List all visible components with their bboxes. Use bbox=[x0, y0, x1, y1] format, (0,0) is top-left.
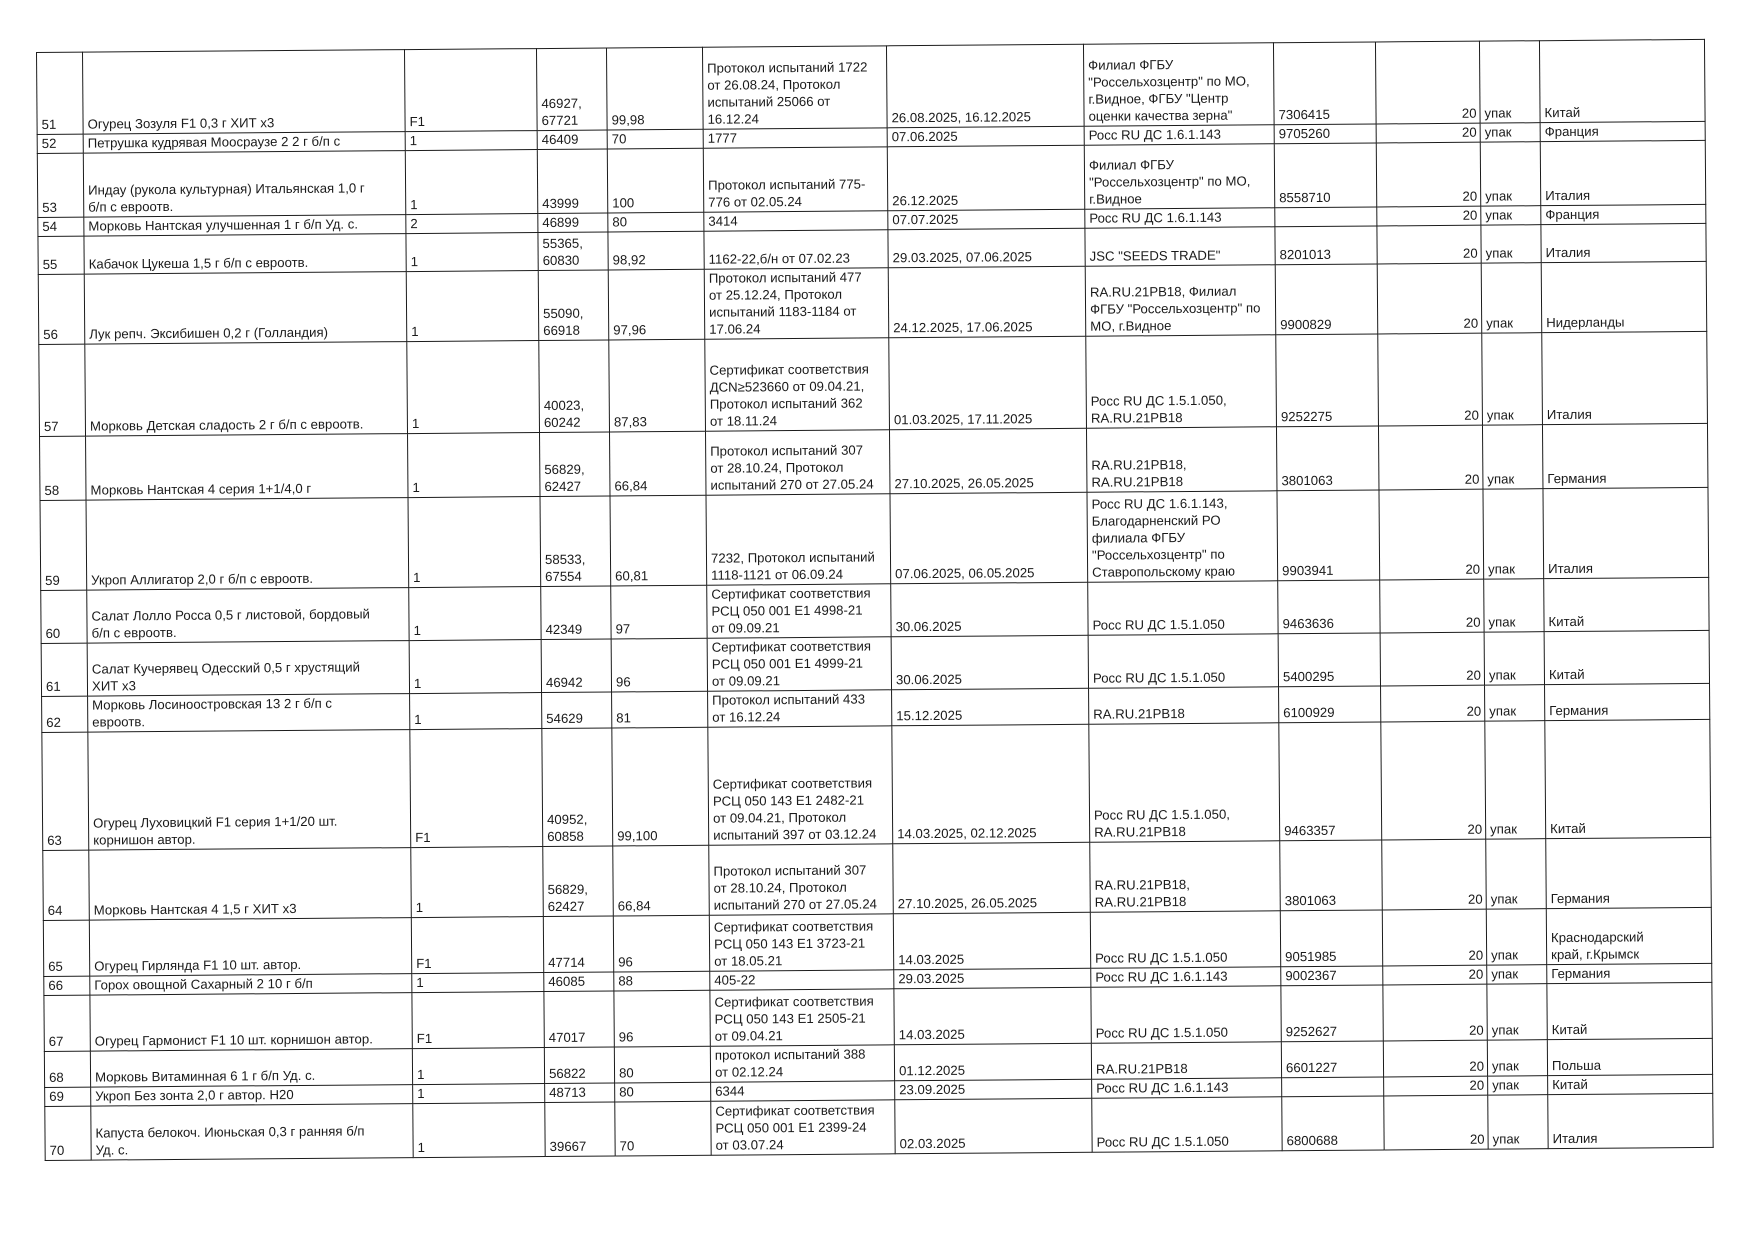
germination-cell: 80 bbox=[615, 1082, 711, 1102]
unit-cell: упак bbox=[1486, 909, 1546, 965]
germination-cell: 70 bbox=[615, 1101, 711, 1156]
quantity-cell: 20 bbox=[1377, 263, 1482, 334]
country-cell: Нидерланды bbox=[1541, 261, 1707, 332]
germination-cell: 96 bbox=[614, 990, 710, 1047]
germination-cell: 99,98 bbox=[606, 47, 703, 130]
row-number-cell: 56 bbox=[38, 274, 85, 344]
test-document-cell: Сертификат соответствия РСЦ 050 001 Е1 4998-21 от 09.09.21 bbox=[707, 584, 891, 638]
product-name-cell: Горох овощной Сахарный 2 10 г б/п bbox=[90, 974, 412, 996]
unit-cell: упак bbox=[1483, 489, 1544, 579]
row-number-cell: 54 bbox=[38, 217, 84, 236]
country-cell: Италия bbox=[1542, 331, 1708, 424]
row-number-cell: 65 bbox=[43, 920, 89, 976]
quantity-cell: 20 bbox=[1378, 425, 1482, 490]
article-code-cell bbox=[1275, 207, 1377, 227]
validity-date-cell: 26.12.2025 bbox=[887, 145, 1084, 211]
category-cell: 1 bbox=[405, 131, 537, 151]
certifying-organization-cell: Росс RU ДС 1.5.1.050, RA.RU.21PB18 bbox=[1089, 723, 1280, 842]
test-document-cell: Протокол испытаний 775- 776 от 02.05.24 bbox=[703, 147, 887, 212]
test-document-cell: Сертификат соответствия ДСN≥523660 от 09.04.21, Протокол испытаний 362 от 18.11.24 bbox=[705, 338, 890, 431]
unit-cell: упак bbox=[1482, 425, 1543, 489]
country-cell: Германия bbox=[1546, 837, 1712, 908]
article-code-cell bbox=[1282, 1077, 1384, 1097]
test-document-cell: 6344 bbox=[711, 1081, 895, 1101]
lot-number-cell: 39667 bbox=[545, 1102, 615, 1157]
quantity-cell: 20 bbox=[1378, 333, 1483, 426]
test-document-cell: Протокол испытаний 433 от 16.12.24 bbox=[708, 690, 892, 727]
certifying-organization-cell: Филиал ФГБУ "Россельхозцентр" по МО, г.Видное, ФГБУ "Центр оценки качества зерна" bbox=[1083, 43, 1274, 126]
unit-cell: упак bbox=[1482, 333, 1543, 425]
country-cell: Китай bbox=[1548, 1074, 1713, 1094]
lot-number-cell: 40023, 60242 bbox=[539, 340, 610, 433]
article-code-cell: 7306415 bbox=[1273, 42, 1376, 125]
test-document-cell: Сертификат соответствия РСЦ 050 143 Е1 2505-21 от 09.04.21 bbox=[710, 989, 894, 1046]
quantity-cell: 20 bbox=[1384, 1076, 1488, 1096]
unit-cell: упак bbox=[1486, 839, 1547, 909]
article-code-cell: 9903941 bbox=[1277, 490, 1380, 581]
lot-number-cell: 55090, 66918 bbox=[538, 270, 609, 341]
category-cell: 1 bbox=[408, 497, 541, 588]
category-cell: 1 bbox=[412, 973, 544, 993]
quantity-cell: 20 bbox=[1382, 909, 1486, 966]
category-cell: F1 bbox=[411, 917, 543, 974]
product-name-cell: Огурец Гармонист F1 10 шт. корнишон автор. bbox=[90, 993, 412, 1052]
quantity-cell: 20 bbox=[1381, 685, 1485, 722]
category-cell: F1 bbox=[412, 992, 544, 1049]
certifying-organization-cell: Росс RU ДС 1.5.1.050 bbox=[1088, 634, 1278, 688]
product-name-cell: Морковь Нантская 4 серия 1+1/4,0 г bbox=[86, 434, 408, 501]
table-row bbox=[42, 719, 1711, 850]
product-name-cell: Индау (рукола культурная) Итальянская 1,0 г б/п с евроотв. bbox=[83, 151, 405, 218]
germination-cell: 97 bbox=[611, 585, 707, 639]
quantity-cell: 20 bbox=[1380, 579, 1484, 633]
germination-cell: 100 bbox=[607, 148, 703, 213]
category-cell: 1 bbox=[408, 433, 540, 498]
category-cell: F1 bbox=[410, 729, 543, 848]
certifying-organization-cell: RA.RU.21PB18, RA.RU.21PB18 bbox=[1086, 427, 1276, 492]
test-document-cell: Протокол испытаний 1722 от 26.08.24, Протокол испытаний 25066 от 16.12.24 bbox=[702, 46, 887, 129]
test-document-cell: Протокол испытаний 307 от 28.10.24, Протокол испытаний 270 от 27.05.24 bbox=[705, 430, 889, 495]
certifying-organization-cell: Росс RU ДС 1.5.1.050 bbox=[1091, 986, 1281, 1043]
unit-cell: упак bbox=[1488, 1095, 1548, 1149]
article-code-cell: 5400295 bbox=[1278, 633, 1380, 687]
lot-number-cell: 46085 bbox=[544, 972, 614, 992]
lot-number-cell: 47714 bbox=[543, 916, 613, 973]
country-cell: Китай bbox=[1544, 577, 1709, 631]
unit-cell: упак bbox=[1487, 1040, 1547, 1076]
quantity-cell: 20 bbox=[1382, 839, 1487, 910]
germination-cell: 81 bbox=[612, 691, 708, 728]
product-name-cell: Укроп Без зонта 2,0 г автор. Н20 bbox=[91, 1085, 413, 1107]
certifying-organization-cell: Росс RU ДС 1.6.1.143 bbox=[1091, 967, 1281, 987]
country-cell: Германия bbox=[1545, 683, 1710, 720]
country-cell: Италия bbox=[1540, 140, 1705, 205]
test-document-cell: Сертификат соответствия РСЦ 050 143 Е1 3723-21 от 18.05.21 bbox=[709, 914, 893, 971]
quantity-cell: 20 bbox=[1383, 984, 1487, 1041]
lot-number-cell: 46927, 67721 bbox=[536, 48, 607, 131]
test-document-cell: Сертификат соответствия РСЦ 050 001 Е1 4999-21 от 09.09.21 bbox=[707, 637, 891, 691]
certifying-organization-cell: Росс RU ДС 1.6.1.143 bbox=[1085, 208, 1275, 228]
lot-number-cell: 54629 bbox=[542, 692, 612, 729]
row-number-cell: 62 bbox=[42, 696, 88, 732]
product-table bbox=[36, 39, 1714, 1161]
category-cell: F1 bbox=[404, 49, 537, 132]
test-document-cell: Протокол испытаний 477 от 25.12.24, Протокол испытаний 1183-1184 от 17.06.24 bbox=[704, 268, 889, 339]
lot-number-cell: 47017 bbox=[544, 991, 614, 1048]
article-code-cell: 6100929 bbox=[1279, 686, 1381, 723]
row-number-cell: 67 bbox=[44, 995, 90, 1051]
row-number-cell: 53 bbox=[37, 153, 84, 217]
validity-date-cell: 29.03.2025 bbox=[894, 968, 1091, 989]
table-row bbox=[37, 39, 1706, 134]
germination-cell: 98,92 bbox=[608, 231, 704, 270]
country-cell: Китай bbox=[1544, 630, 1709, 684]
unit-cell: упак bbox=[1487, 965, 1547, 984]
test-document-cell: Протокол испытаний 307 от 28.10.24, Протокол испытаний 270 от 27.05.24 bbox=[709, 844, 894, 915]
lot-number-cell: 43999 bbox=[537, 149, 608, 214]
article-code-cell: 9463357 bbox=[1279, 722, 1382, 841]
validity-date-cell: 27.10.2025, 26.05.2025 bbox=[889, 428, 1086, 494]
certifying-organization-cell: Росс RU ДС 1.5.1.050 bbox=[1092, 1097, 1282, 1152]
certifying-organization-cell: RA.RU.21PB18 bbox=[1089, 687, 1279, 724]
certifying-organization-cell: Росс RU ДС 1.6.1.143, Благодарненский РО филиала ФГБУ "Россельхозцентр" по Ставропольскому краю bbox=[1087, 491, 1278, 582]
product-name-cell: Огурец Луховицкий F1 серия 1+1/20 шт. корнишон автор. bbox=[88, 730, 411, 851]
quantity-cell: 20 bbox=[1380, 632, 1484, 686]
germination-cell: 66,84 bbox=[610, 431, 706, 496]
category-cell: 1 bbox=[410, 693, 542, 730]
article-code-cell: 9252275 bbox=[1276, 334, 1379, 427]
product-name-cell: Огурец Зозуля F1 0,3 г ХИТ х3 bbox=[83, 50, 406, 135]
lot-number-cell: 46409 bbox=[537, 130, 607, 150]
test-document-cell: протокол испытаний 388 от 02.12.24 bbox=[710, 1045, 894, 1082]
article-code-cell: 6800688 bbox=[1282, 1096, 1384, 1151]
quantity-cell: 20 bbox=[1376, 142, 1480, 207]
validity-date-cell: 24.12.2025, 17.06.2025 bbox=[888, 266, 1086, 338]
row-number-cell: 70 bbox=[45, 1106, 91, 1160]
lot-number-cell: 56822 bbox=[544, 1047, 614, 1084]
article-code-cell: 8201013 bbox=[1275, 226, 1377, 265]
lot-number-cell: 48713 bbox=[545, 1083, 615, 1103]
product-name-cell: Морковь Витаминная 6 1 г б/п Уд. с. bbox=[90, 1049, 412, 1088]
germination-cell: 87,83 bbox=[609, 339, 706, 432]
quantity-cell: 20 bbox=[1377, 225, 1481, 264]
row-number-cell: 64 bbox=[43, 850, 90, 920]
germination-cell: 96 bbox=[613, 915, 709, 972]
product-name-cell: Капуста белокоч. Июньская 0,3 г ранняя б/п Уд. с. bbox=[91, 1104, 413, 1161]
quantity-cell: 20 bbox=[1383, 1040, 1487, 1077]
lot-number-cell: 46942 bbox=[541, 639, 611, 693]
lot-number-cell: 56829, 62427 bbox=[540, 432, 611, 497]
quantity-cell: 20 bbox=[1384, 1095, 1488, 1150]
country-cell: Италия bbox=[1548, 1093, 1713, 1148]
certifying-organization-cell: Росс RU ДС 1.6.1.143 bbox=[1084, 125, 1274, 145]
validity-date-cell: 23.09.2025 bbox=[895, 1079, 1092, 1100]
row-number-cell: 55 bbox=[38, 236, 84, 274]
unit-cell: упак bbox=[1480, 123, 1540, 142]
certifying-organization-cell: RA.RU.21PB18, RA.RU.21PB18 bbox=[1090, 841, 1281, 912]
test-document-cell: Сертификат соответствия РСЦ 050 143 Е1 2482-21 от 09.04.21, Протокол испытаний 397 от 03.12.24 bbox=[708, 726, 893, 845]
category-cell: 1 bbox=[412, 1048, 544, 1085]
unit-cell: упак bbox=[1481, 225, 1541, 263]
category-cell: 1 bbox=[411, 847, 544, 918]
quantity-cell: 20 bbox=[1376, 123, 1480, 143]
product-name-cell: Огурец Гирлянда F1 10 шт. автор. bbox=[89, 918, 411, 977]
lot-number-cell: 55365, 60830 bbox=[538, 232, 608, 271]
country-cell: Китай bbox=[1539, 39, 1705, 122]
table-row bbox=[43, 837, 1711, 920]
germination-cell: 60,81 bbox=[610, 495, 707, 586]
certifying-organization-cell: RA.RU.21PB18, Филиал ФГБУ "Россельхозцентр" по МО, г.Видное bbox=[1085, 265, 1276, 336]
certifying-organization-cell: Росс RU ДС 1.5.1.050 bbox=[1088, 581, 1278, 635]
category-cell: 1 bbox=[405, 150, 537, 215]
category-cell: 1 bbox=[409, 587, 541, 641]
table-row bbox=[40, 487, 1709, 590]
certifying-organization-cell: JSC "SEEDS TRADE" bbox=[1085, 227, 1275, 266]
germination-cell: 97,96 bbox=[608, 269, 705, 340]
validity-date-cell: 15.12.2025 bbox=[892, 688, 1089, 726]
test-document-cell: 3414 bbox=[704, 211, 888, 231]
test-document-cell: 1777 bbox=[703, 128, 887, 148]
test-document-cell: 405-22 bbox=[710, 970, 894, 990]
article-code-cell: 9463636 bbox=[1278, 580, 1380, 634]
germination-cell: 99,100 bbox=[612, 727, 709, 846]
category-cell: 1 bbox=[413, 1084, 545, 1104]
article-code-cell: 9002367 bbox=[1281, 966, 1383, 986]
row-number-cell: 69 bbox=[45, 1087, 91, 1106]
unit-cell: упак bbox=[1485, 685, 1545, 721]
product-name-cell: Морковь Лосиноостровская 13 2 г б/п с евроотв. bbox=[88, 694, 410, 733]
country-cell: Китай bbox=[1547, 982, 1712, 1039]
test-document-cell: Сертификат соответствия РСЦ 050 001 Е1 2399-24 от 03.07.24 bbox=[711, 1100, 895, 1155]
test-document-cell: 7232, Протокол испытаний 1118-1121 от 06.09.24 bbox=[706, 494, 891, 585]
country-cell: Китай bbox=[1545, 719, 1711, 838]
germination-cell: 80 bbox=[614, 1046, 710, 1083]
certifying-organization-cell: RA.RU.21PB18 bbox=[1091, 1042, 1281, 1079]
quantity-cell: 20 bbox=[1383, 965, 1487, 985]
row-number-cell: 68 bbox=[44, 1051, 90, 1087]
validity-date-cell: 14.03.2025 bbox=[894, 987, 1091, 1045]
lot-number-cell: 56829, 62427 bbox=[543, 846, 614, 917]
germination-cell: 88 bbox=[614, 971, 710, 991]
quantity-cell: 20 bbox=[1377, 206, 1481, 226]
table-row bbox=[38, 261, 1706, 344]
category-cell: 1 bbox=[406, 233, 538, 272]
quantity-cell: 20 bbox=[1381, 721, 1486, 840]
row-number-cell: 57 bbox=[39, 344, 86, 436]
article-code-cell: 9051985 bbox=[1280, 910, 1382, 967]
unit-cell: упак bbox=[1484, 579, 1544, 632]
country-cell: Краснодарский край, г.Крымск bbox=[1546, 907, 1711, 964]
unit-cell: упак bbox=[1479, 41, 1540, 123]
product-name-cell: Кабачок Цукеша 1,5 г б/п с евроотв. bbox=[84, 234, 406, 275]
germination-cell: 80 bbox=[608, 212, 704, 232]
quantity-cell: 20 bbox=[1379, 489, 1484, 580]
product-name-cell: Салат Кучерявец Одесский 0,5 г хрустящий ХИТ х3 bbox=[87, 641, 409, 697]
lot-number-cell: 42349 bbox=[541, 586, 611, 640]
validity-date-cell: 14.03.2025, 02.12.2025 bbox=[892, 724, 1090, 844]
article-code-cell: 3801063 bbox=[1280, 840, 1383, 911]
test-document-cell: 1162-22,б/н от 07.02.23 bbox=[704, 230, 888, 269]
country-cell: Германия bbox=[1547, 963, 1712, 983]
lot-number-cell: 40952, 60858 bbox=[542, 728, 613, 847]
validity-date-cell: 14.03.2025 bbox=[893, 912, 1090, 970]
validity-date-cell: 29.03.2025, 07.06.2025 bbox=[888, 228, 1085, 268]
row-number-cell: 58 bbox=[40, 436, 87, 500]
germination-cell: 70 bbox=[607, 129, 703, 149]
country-cell: Германия bbox=[1542, 423, 1707, 488]
unit-cell: упак bbox=[1481, 263, 1542, 333]
validity-date-cell: 07.06.2025, 06.05.2025 bbox=[890, 492, 1088, 584]
country-cell: Франция bbox=[1541, 204, 1706, 224]
product-name-cell: Укроп Аллигатор 2,0 г б/п с евроотв. bbox=[86, 498, 409, 591]
category-cell: 2 bbox=[406, 214, 538, 234]
unit-cell: упак bbox=[1481, 206, 1541, 225]
row-number-cell: 60 bbox=[41, 590, 87, 643]
product-name-cell: Морковь Нантская улучшенная 1 г б/п Уд. с. bbox=[84, 215, 406, 237]
product-name-cell: Лук репч. Эксибишен 0,2 г (Голландия) bbox=[84, 272, 407, 345]
document-sheet bbox=[36, 39, 1713, 1161]
validity-date-cell: 30.06.2025 bbox=[891, 582, 1088, 637]
category-cell: 1 bbox=[413, 1103, 545, 1158]
unit-cell: упак bbox=[1487, 984, 1547, 1040]
category-cell: 1 bbox=[407, 341, 540, 434]
article-code-cell: 9900829 bbox=[1275, 264, 1378, 335]
article-code-cell: 9252627 bbox=[1281, 985, 1383, 1042]
validity-date-cell: 27.10.2025, 26.05.2025 bbox=[893, 842, 1091, 914]
product-name-cell: Морковь Детская сладость 2 г б/п с евроотв. bbox=[85, 342, 408, 437]
country-cell: Франция bbox=[1540, 121, 1705, 141]
article-code-cell: 3801063 bbox=[1276, 426, 1378, 491]
certifying-organization-cell: Росс RU ДС 1.5.1.050 bbox=[1090, 911, 1280, 968]
product-name-cell: Морковь Нантская 4 1,5 г ХИТ х3 bbox=[89, 848, 412, 921]
category-cell: 1 bbox=[406, 271, 539, 342]
validity-date-cell: 01.12.2025 bbox=[894, 1043, 1091, 1081]
country-cell: Италия bbox=[1543, 487, 1709, 578]
row-number-cell: 52 bbox=[37, 134, 83, 153]
unit-cell: упак bbox=[1484, 632, 1544, 685]
validity-date-cell: 26.08.2025, 16.12.2025 bbox=[886, 44, 1084, 128]
row-number-cell: 63 bbox=[42, 732, 89, 850]
germination-cell: 96 bbox=[611, 638, 707, 692]
country-cell: Польша bbox=[1547, 1038, 1712, 1075]
validity-date-cell: 07.06.2025 bbox=[887, 126, 1084, 147]
table-row bbox=[39, 331, 1708, 436]
lot-number-cell: 58533, 67554 bbox=[540, 496, 611, 587]
article-code-cell: 6601227 bbox=[1281, 1041, 1383, 1078]
category-cell: 1 bbox=[409, 640, 541, 694]
certifying-organization-cell: Росс RU ДС 1.5.1.050, RA.RU.21PB18 bbox=[1086, 335, 1277, 428]
article-code-cell: 8558710 bbox=[1274, 143, 1376, 208]
validity-date-cell: 07.07.2025 bbox=[888, 209, 1085, 230]
unit-cell: упак bbox=[1485, 721, 1546, 839]
certifying-organization-cell: Росс RU ДС 1.6.1.143 bbox=[1092, 1078, 1282, 1098]
article-code-cell: 9705260 bbox=[1274, 124, 1376, 144]
row-number-cell: 66 bbox=[44, 976, 90, 995]
validity-date-cell: 01.03.2025, 17.11.2025 bbox=[889, 336, 1087, 430]
lot-number-cell: 46899 bbox=[538, 213, 608, 233]
row-number-cell: 61 bbox=[41, 643, 87, 696]
validity-date-cell: 02.03.2025 bbox=[895, 1098, 1092, 1154]
unit-cell: упак bbox=[1480, 142, 1541, 206]
row-number-cell: 51 bbox=[37, 52, 84, 134]
row-number-cell: 59 bbox=[40, 500, 87, 590]
germination-cell: 66,84 bbox=[613, 845, 710, 916]
country-cell: Италия bbox=[1541, 223, 1706, 262]
product-name-cell: Салат Лолло Росса 0,5 г листовой, бордовый б/п с евроотв. bbox=[87, 588, 409, 644]
quantity-cell: 20 bbox=[1375, 41, 1480, 124]
certifying-organization-cell: Филиал ФГБУ "Россельхозцентр" по МО, г.Видное bbox=[1084, 144, 1274, 209]
unit-cell: упак bbox=[1488, 1076, 1548, 1095]
product-name-cell: Петрушка кудрявая Моосраузе 2 2 г б/п с bbox=[83, 132, 405, 154]
validity-date-cell: 30.06.2025 bbox=[891, 635, 1088, 690]
